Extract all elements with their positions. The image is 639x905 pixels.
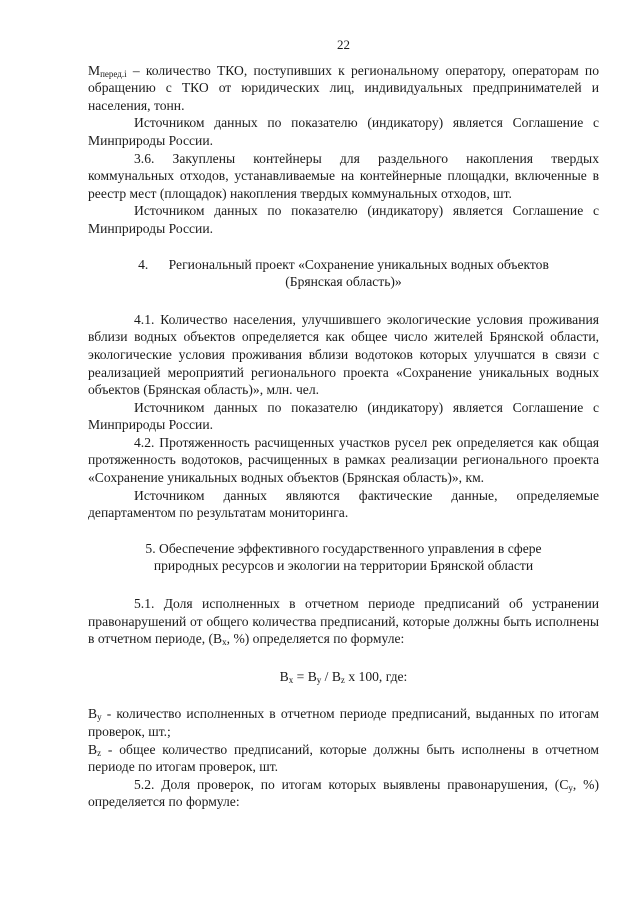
bz-definition: $B_z$ - общее количество предписаний, которые должны быть исполнены в отчетном периоде по итогам проверок, шт. (88, 741, 599, 775)
section-heading-5: 5. Обеспечение эффективного государственного управления в сфере природных ресурсов и экологии на территории Брянской области (145, 540, 542, 574)
paragraph-3-6: 3.6. Закуплены контейнеры для раздельного накопления твердых коммунальных отходов, устанавливаемые на контейнерные площадки, включенные в реестр мест (площадок) накопления твердых коммунальных отходов, шт. (88, 150, 599, 201)
paragraph-4-2: 4.2. Протяженность расчищенных участков русел рек определяется как общая протяженность водотоков, расчищенных в рамках реализации регионального проекта «Сохранение уникальных водных объектов (Брянская область)», км. (88, 434, 599, 486)
paragraph-4-1: 4.1. Количество населения, улучшившего экологические условия проживания вблизи водных объектов определяется как общее число жителей Брянской области, экологические условия проживания вблизи водотоков которых улучшатся в связи с реализацией мероприятий регионального проекта «Сохранение уникальных водных объектов (Брянская область)», млн. чел. (88, 311, 599, 398)
source-note-2: Источником данных по показателю (индикатору) является Соглашение с Минприроды России. (88, 203, 599, 236)
section-heading-4: 4. Региональный проект «Сохранение уникальных водных объектов (Брянская область)» (138, 256, 549, 290)
m-definition: $M_{перед.i}$ – количество ТКО, поступивших к региональному оператору, операторам по обращению с ТКО от юридических лиц, индивидуальных предпринимателей и населения, тонн. (88, 62, 599, 113)
page-number: 22 (337, 37, 350, 52)
paragraph-5-1: 5.1. Доля исполненных в отчетном периоде предписаний об устранении правонарушений от общего количества предписаний, которые должны быть исполнены в отчетном периоде, ($В_x$, %) определяется по формуле: (88, 596, 599, 648)
by-definition: $B_y$ - количество исполненных в отчетном периоде предписаний, выданных по итогам проверок, шт.; (88, 706, 599, 739)
source-note-3: Источником данных по показателю (индикатору) является Соглашение с Минприроды России. (88, 399, 599, 433)
paragraph-5-2: 5.2. Доля проверок, по итогам которых выявлены правонарушения, ($С_у$, %) определяется по формуле: (88, 776, 599, 810)
source-note-1: Источником данных по показателю (индикатору) является Соглашение с Минприроды России. (88, 115, 599, 148)
formula-bx: $B_x = B_y / B_z$ x 100, где: (279, 668, 408, 685)
source-note-4: Источником данных являются фактические данные, определяемые департаментом по результатам мониторинга. (88, 487, 599, 521)
